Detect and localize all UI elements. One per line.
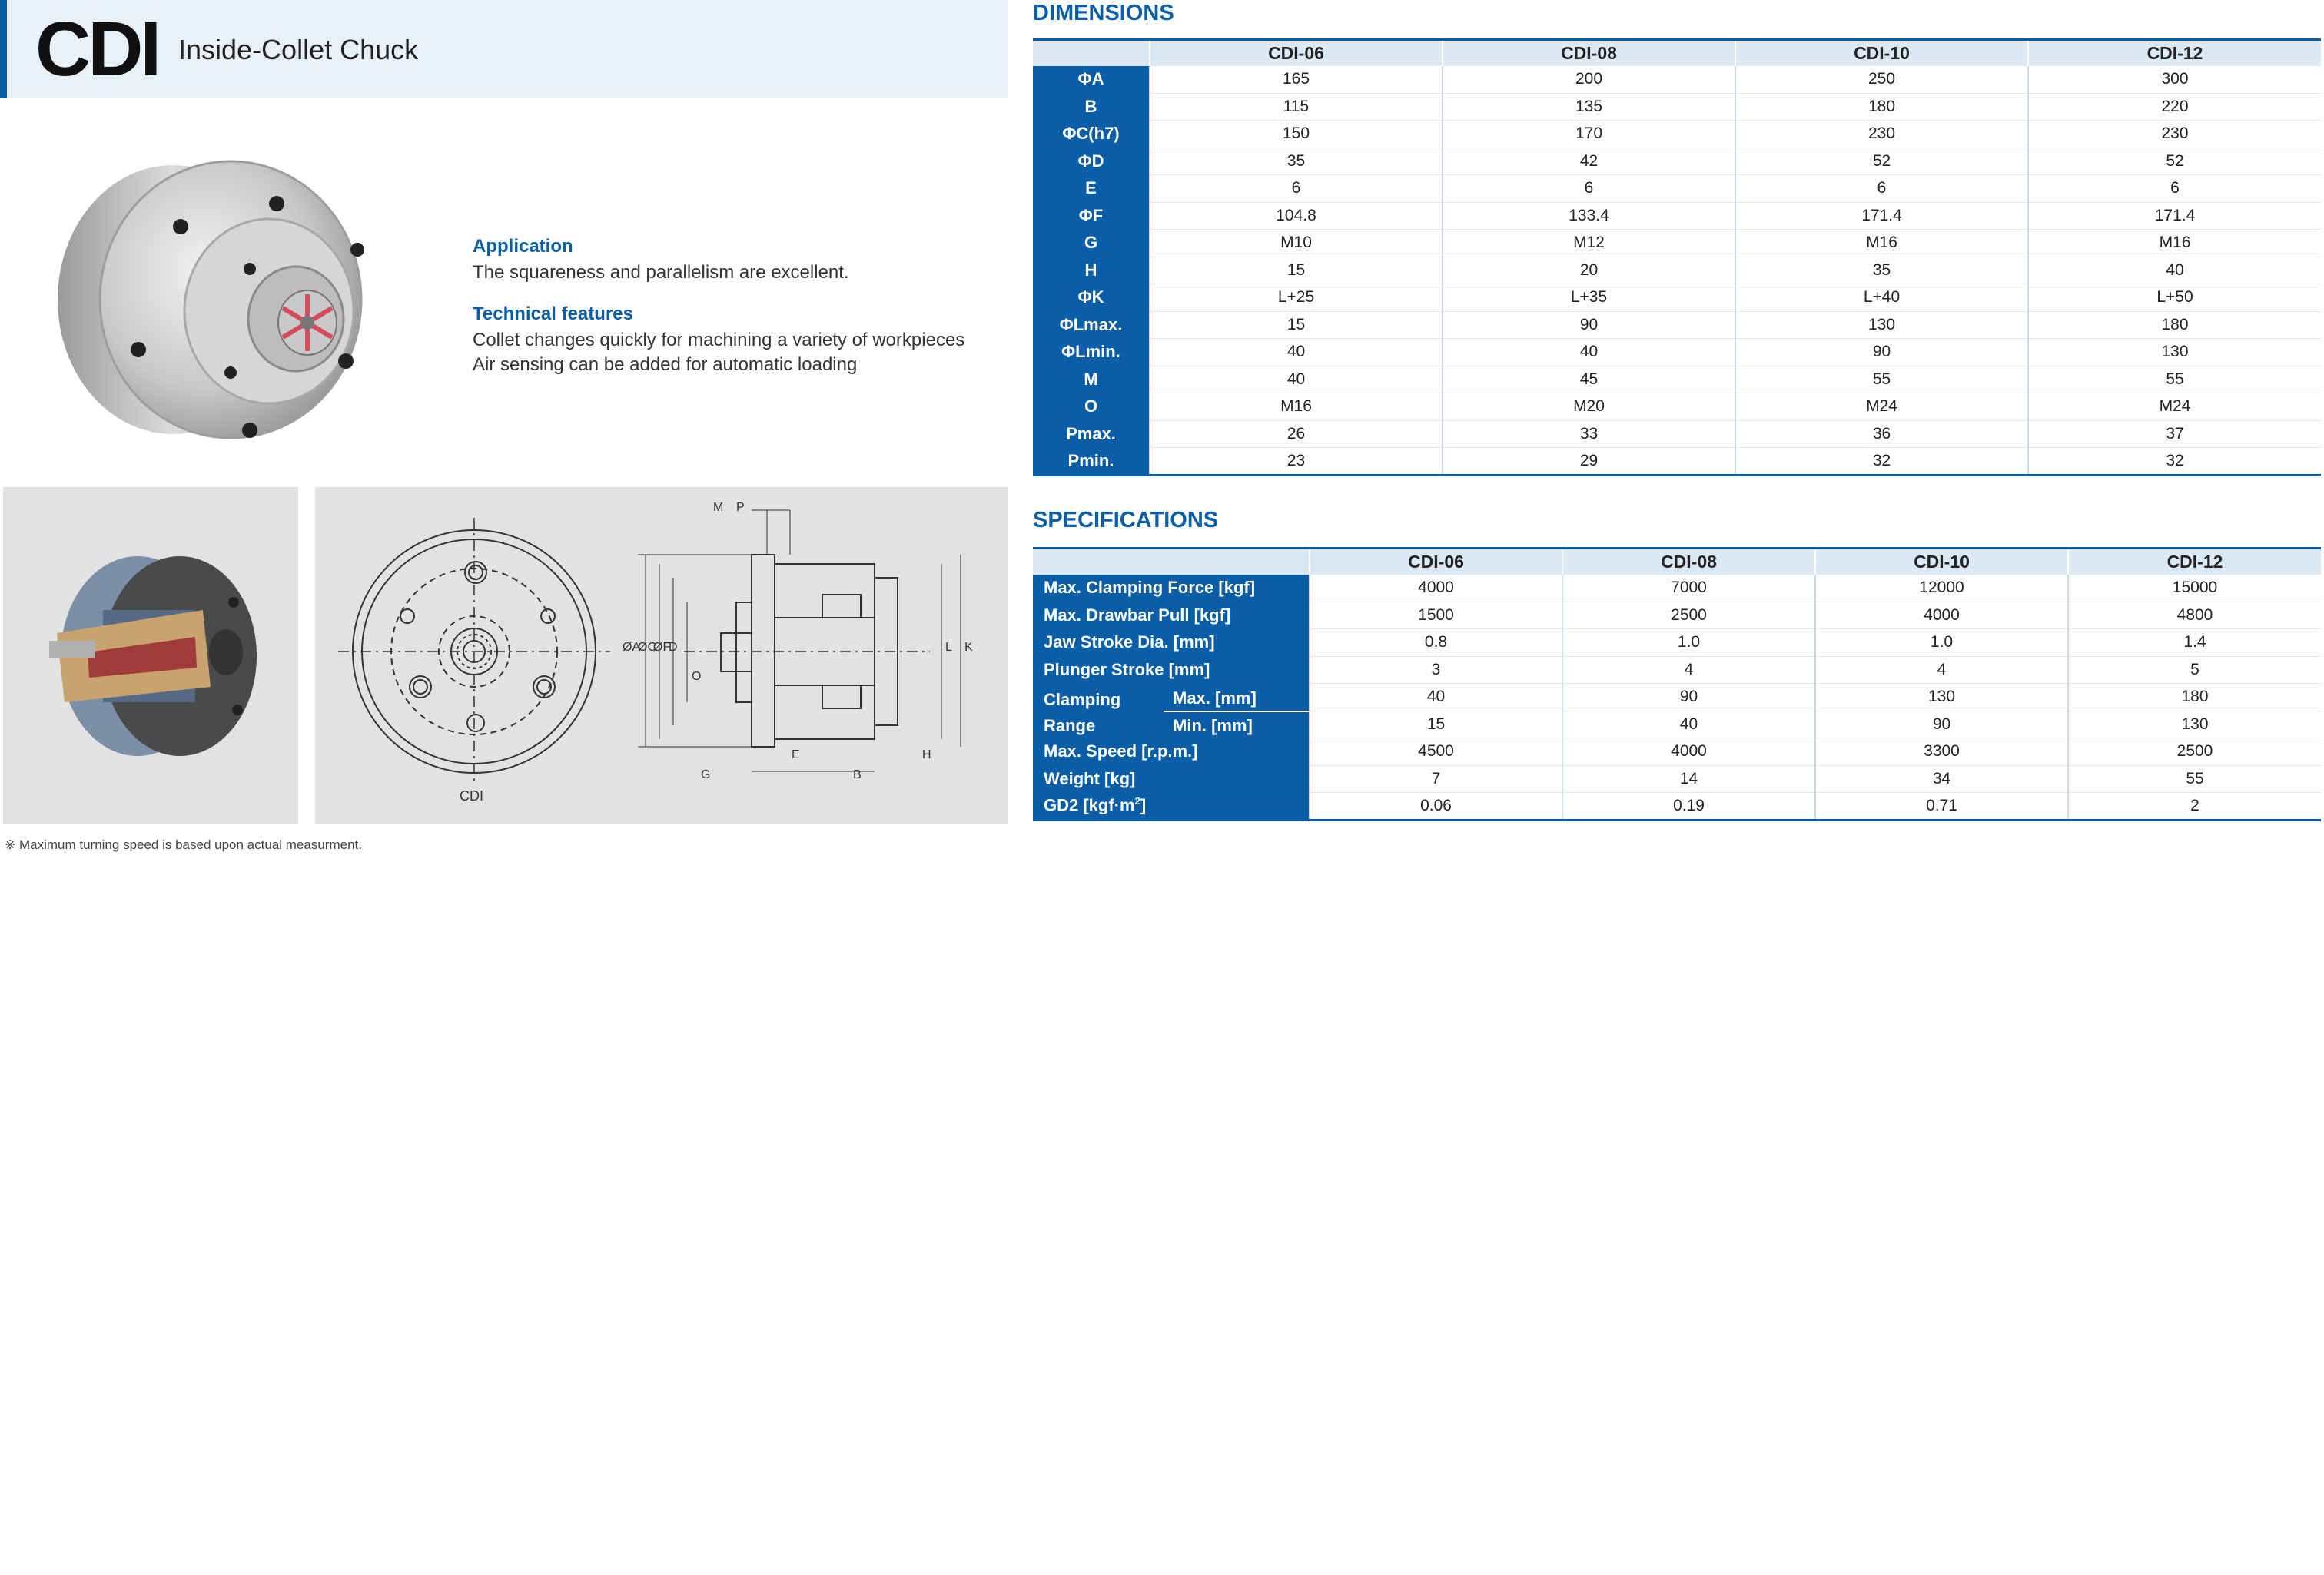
table-cell: 29 (1443, 448, 1735, 476)
table-cell: 0.19 (1562, 793, 1815, 821)
table-row (1033, 148, 2321, 175)
table-cell: 15 (1150, 311, 1443, 339)
table-cell: 130 (2068, 711, 2321, 738)
table-row (1033, 284, 2321, 312)
table-cell: 7000 (1562, 575, 1815, 602)
table-cell: 1500 (1310, 602, 1562, 629)
table-cell: 55 (2068, 765, 2321, 793)
drawing-label-e: E (792, 748, 800, 761)
dimensions-header-row (1033, 40, 2321, 66)
table-cell: 40 (1150, 339, 1443, 366)
table-cell: 230 (2028, 121, 2321, 148)
table-row (1033, 393, 2321, 421)
technical-drawing-panel (315, 487, 1008, 824)
drawing-label-g: G (701, 768, 711, 781)
table-row (1033, 602, 2321, 629)
feature-item: Collet changes quickly for machining a variety of workpieces (473, 330, 965, 350)
table-row (1033, 738, 2321, 766)
table-cell: 130 (1735, 311, 2028, 339)
table-cell: 130 (2028, 339, 2321, 366)
table-cell: 40 (2028, 257, 2321, 284)
column-header: CDI-08 (1443, 40, 1735, 66)
table-cell: M16 (1150, 393, 1443, 421)
table-row (1033, 121, 2321, 148)
table-cell: 135 (1443, 93, 1735, 121)
drawing-label-m: M (713, 501, 724, 514)
table-cell: 90 (1443, 311, 1735, 339)
table-cell: 200 (1443, 66, 1735, 94)
technical-features-label: Technical features (473, 303, 633, 324)
table-cell: 52 (2028, 148, 2321, 175)
table-cell: 180 (2028, 311, 2321, 339)
row-label: G (1033, 230, 1150, 257)
row-label: B (1033, 93, 1150, 121)
table-cell: 20 (1443, 257, 1735, 284)
cutaway-illustration (3, 487, 298, 824)
table-cell: 55 (2028, 366, 2321, 393)
row-label: ΦD (1033, 148, 1150, 175)
table-cell: 4800 (2068, 602, 2321, 629)
table-cell: 6 (2028, 175, 2321, 203)
table-cell: M16 (1735, 230, 2028, 257)
table-cell: 32 (2028, 448, 2321, 476)
table-cell: 42 (1443, 148, 1735, 175)
application-label: Application (473, 236, 573, 257)
product-photo (42, 142, 388, 465)
table-cell: 133.4 (1443, 202, 1735, 230)
table-cell: 300 (2028, 66, 2321, 94)
specifications-table (1033, 547, 2321, 821)
dimensions-title: DIMENSIONS (1033, 1, 1174, 25)
table-row (1033, 339, 2321, 366)
table-cell: 1.0 (1815, 629, 2068, 657)
dimensions-corner (1033, 40, 1150, 66)
table-row (1033, 366, 2321, 393)
row-label: E (1033, 175, 1150, 203)
row-label: O (1033, 393, 1150, 421)
table-cell: 4500 (1310, 738, 1562, 766)
model-name: CDI (35, 6, 159, 92)
technical-drawing (315, 487, 1008, 824)
row-label: Max. Clamping Force [kgf] (1033, 575, 1310, 602)
table-row (1033, 575, 2321, 602)
table-cell: L+50 (2028, 284, 2321, 312)
table-cell: 0.71 (1815, 793, 2068, 821)
table-cell: L+40 (1735, 284, 2028, 312)
table-cell: 12000 (1815, 575, 2068, 602)
table-cell: 26 (1150, 420, 1443, 448)
row-label: Max. Drawbar Pull [kgf] (1033, 602, 1310, 629)
table-cell: 4000 (1815, 602, 2068, 629)
clamping-min-label: Min. [mm] (1173, 715, 1253, 735)
table-cell: 3300 (1815, 738, 2068, 766)
column-header: CDI-12 (2028, 40, 2321, 66)
application-text: The squareness and parallelism are excellent. (473, 262, 849, 283)
row-label: ΦLmin. (1033, 339, 1150, 366)
table-cell: 180 (2068, 684, 2321, 711)
table-cell: 40 (1310, 684, 1562, 711)
table-cell: 115 (1150, 93, 1443, 121)
table-row (1033, 448, 2321, 476)
table-cell: M10 (1150, 230, 1443, 257)
feature-item: Air sensing can be added for automatic loading (473, 354, 858, 375)
table-cell: 90 (1815, 711, 2068, 738)
column-header: CDI-10 (1735, 40, 2028, 66)
row-label: ΦLmax. (1033, 311, 1150, 339)
drawing-label-h: H (922, 748, 931, 761)
row-label: ΦC(h7) (1033, 121, 1150, 148)
drawing-label-p: P (736, 501, 745, 514)
table-cell: 6 (1150, 175, 1443, 203)
table-cell: 7 (1310, 765, 1562, 793)
footnote: ※ Maximum turning speed is based upon actual measurment. (5, 837, 362, 852)
table-cell: 15000 (2068, 575, 2321, 602)
table-cell: 104.8 (1150, 202, 1443, 230)
specifications-title: SPECIFICATIONS (1033, 508, 1219, 532)
table-cell: L+25 (1150, 284, 1443, 312)
column-header: CDI-08 (1562, 549, 1815, 575)
table-cell: 23 (1150, 448, 1443, 476)
table-cell: 180 (1735, 93, 2028, 121)
table-row (1033, 420, 2321, 448)
table-row (1033, 629, 2321, 657)
gd2-label-end: ] (1140, 795, 1147, 815)
cutaway-image-panel (3, 487, 298, 824)
table-cell: 45 (1443, 366, 1735, 393)
table-cell: 6 (1735, 175, 2028, 203)
table-cell: 171.4 (1735, 202, 2028, 230)
table-cell: 4000 (1310, 575, 1562, 602)
row-label: Plunger Stroke [mm] (1033, 656, 1310, 684)
drawing-label-c: ØC (638, 641, 656, 654)
table-cell: 2 (2068, 793, 2321, 821)
drawing-label-o: O (692, 670, 702, 683)
table-cell: 250 (1735, 66, 2028, 94)
drawing-label-f: ØF (653, 641, 671, 654)
drawing-label-l: L (945, 641, 952, 654)
page-title: Inside-Collet Chuck (178, 34, 419, 65)
table-cell: 230 (1735, 121, 2028, 148)
table-cell: 40 (1562, 711, 1815, 738)
table-cell: 15 (1310, 711, 1562, 738)
table-cell: 165 (1150, 66, 1443, 94)
table-cell: 37 (2028, 420, 2321, 448)
table-cell: M16 (2028, 230, 2321, 257)
table-row (1033, 66, 2321, 94)
table-cell: 6 (1443, 175, 1735, 203)
table-row (1033, 93, 2321, 121)
row-label: Pmax. (1033, 420, 1150, 448)
table-row (1033, 257, 2321, 284)
table-cell: M12 (1443, 230, 1735, 257)
table-cell: 130 (1815, 684, 2068, 711)
table-cell: 3 (1310, 656, 1562, 684)
row-label: M (1033, 366, 1150, 393)
specifications-corner (1033, 549, 1310, 575)
table-row (1033, 202, 2321, 230)
table-row (1033, 230, 2321, 257)
row-label: ΦF (1033, 202, 1150, 230)
drawing-label-a: ØA (622, 641, 641, 654)
drawing-label-k: K (964, 641, 973, 654)
clamping-label-line1: Clamping (1044, 689, 1121, 709)
table-cell: 15 (1150, 257, 1443, 284)
table-cell: 90 (1735, 339, 2028, 366)
row-label: ΦA (1033, 66, 1150, 94)
table-cell: 170 (1443, 121, 1735, 148)
drawing-caption: CDI (460, 788, 483, 804)
column-header: CDI-12 (2068, 549, 2321, 575)
table-row (1033, 311, 2321, 339)
table-cell: 55 (1735, 366, 2028, 393)
table-row (1033, 765, 2321, 793)
table-cell: 150 (1150, 121, 1443, 148)
table-cell: M24 (2028, 393, 2321, 421)
row-label: ΦK (1033, 284, 1150, 312)
row-label (1033, 793, 1310, 821)
table-cell: L+35 (1443, 284, 1735, 312)
table-cell: 171.4 (2028, 202, 2321, 230)
table-row (1033, 175, 2321, 203)
table-cell: 52 (1735, 148, 2028, 175)
table-cell: 35 (1150, 148, 1443, 175)
row-label: Pmin. (1033, 448, 1150, 476)
drawing-label-d: D (669, 641, 678, 654)
clamping-max-label: Max. [mm] (1173, 688, 1257, 708)
table-row (1033, 656, 2321, 684)
table-cell: 5 (2068, 656, 2321, 684)
table-cell: 90 (1562, 684, 1815, 711)
table-cell: 0.8 (1310, 629, 1562, 657)
gd2-superscript: 2 (1134, 795, 1140, 807)
table-cell: 34 (1815, 765, 2068, 793)
column-header: CDI-10 (1815, 549, 2068, 575)
table-cell: 1.4 (2068, 629, 2321, 657)
table-cell: 40 (1150, 366, 1443, 393)
table-cell: 1.0 (1562, 629, 1815, 657)
table-row (1033, 684, 2321, 711)
table-cell: 4 (1815, 656, 2068, 684)
table-cell: 2500 (1562, 602, 1815, 629)
table-cell: 0.06 (1310, 793, 1562, 821)
table-cell: M24 (1735, 393, 2028, 421)
row-label: Weight [kg] (1033, 765, 1310, 793)
row-label: H (1033, 257, 1150, 284)
table-cell: 40 (1443, 339, 1735, 366)
row-label: Jaw Stroke Dia. [mm] (1033, 629, 1310, 657)
column-header: CDI-06 (1150, 40, 1443, 66)
clamping-divider (1164, 711, 1310, 712)
table-cell: 36 (1735, 420, 2028, 448)
table-cell: 35 (1735, 257, 2028, 284)
row-label: Max. Speed [r.p.m.] (1033, 738, 1310, 766)
table-cell: 220 (2028, 93, 2321, 121)
table-cell: 4000 (1562, 738, 1815, 766)
table-cell: 14 (1562, 765, 1815, 793)
clamping-range-label-cell (1033, 684, 1310, 738)
clamping-label-line2: Range (1044, 715, 1096, 735)
table-cell: M20 (1443, 393, 1735, 421)
table-cell: 32 (1735, 448, 2028, 476)
dimensions-table (1033, 38, 2321, 476)
table-cell: 4 (1562, 656, 1815, 684)
table-row (1033, 793, 2321, 821)
gd2-label: GD2 [kgf·m (1044, 795, 1135, 815)
drawing-label-b: B (853, 768, 862, 781)
column-header: CDI-06 (1310, 549, 1562, 575)
specifications-header-row (1033, 549, 2321, 575)
table-cell: 2500 (2068, 738, 2321, 766)
table-cell: 33 (1443, 420, 1735, 448)
